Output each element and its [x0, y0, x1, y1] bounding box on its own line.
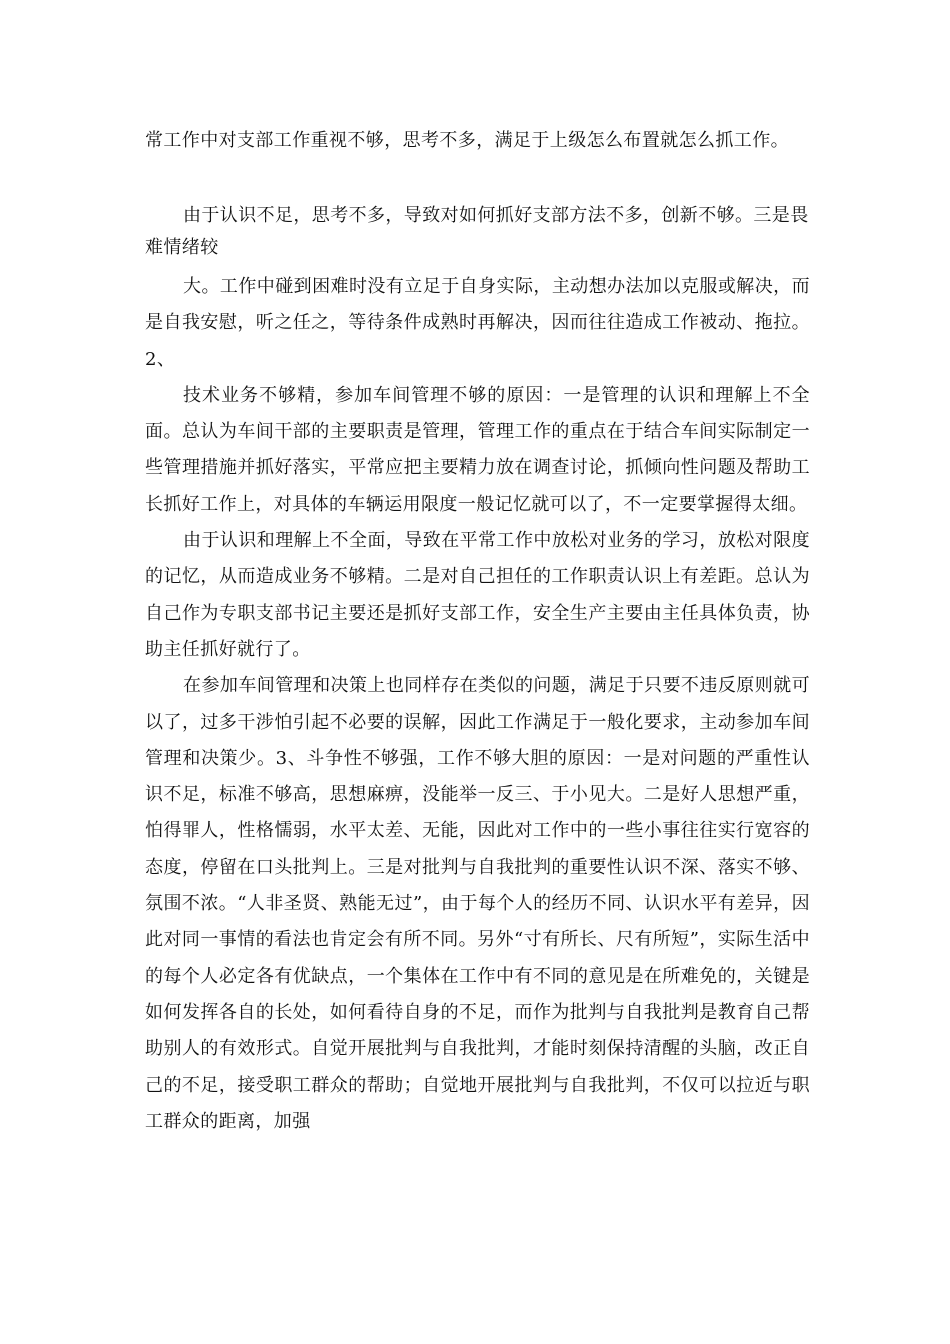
paragraph-continuation: 常工作中对支部工作重视不够，思考不多，满足于上级怎么布置就怎么抓工作。 — [145, 130, 789, 151]
paragraph-root-cause: 由于认识不足，思考不多，导致对如何抓好支部方法不多，创新不够。三是畏难情绪较 — [145, 205, 809, 258]
paragraph-difficulty: 大。工作中碰到困难时没有立足于自身实际，主动想办法加以克服或解决，而是自我安慰，听之任之，等待条件成熟时再解决，因而往往造成工作被动、拖拉。2、 — [145, 276, 810, 370]
paragraph-understanding: 由于认识和理解上不全面，导致在平常工作中放松对业务的学习，放松对限度的记忆，从而造成业务不够精。二是对自己担任的工作职责认识上有差距。总认为自己作为专职支部书记主要还是抓好支部工作，安全生产主要由主任具体负责，协助主任抓好就行了。 — [145, 530, 810, 660]
paragraph-management-decision: 在参加车间管理和决策上也同样存在类似的问题，满足于只要不违反原则就可以了，过多干涉怕引起不必要的误解，因此工作满足于一般化要求，主动参加车间管理和决策少。3、斗争性不够强，工作不够大胆的原因：一是对问题的严重性认识不足，标准不够高，思想麻痹，没能举一反三、于小见大。二是好人思想严重，怕得罪人，性格懦弱，水平太差、无能，因此对工作中的一些小事往往实行宽容的态度，停留在口头批判上。三是对批判与自我批判的重要性认识不深、落实不够、氛围不浓。“人非圣贤、熟能无过”，由于每个人的经历不同、认识水平有差异，因此对同一事情的看法也肯定会有所不同。另外“寸有所长、尺有所短”，实际生活中的每个人必定各有优缺点，一个集体在工作中有不同的意见是在所难免的，关键是如何发挥各自的长处，如何看待自身的不足，而作为批判与自我批判是教育自己帮助别人的有效形式。自觉开展批判与自我批判，才能时刻保持清醒的头脑，改正自己的不足，接受职工群众的帮助；自觉地开展批判与自我批判，不仅可以拉近与职工群众的距离，加强 — [145, 675, 810, 1132]
paragraph-technical-skills: 技术业务不够精，参加车间管理不够的原因：一是管理的认识和理解上不全面。总认为车间干部的主要职责是管理，管理工作的重点在于结合车间实际制定一些管理措施并抓好落实，平常应把主要精力放在调查讨论，抓倾向性问题及帮助工长抓好工作上，对具体的车辆运用限度一般记忆就可以了，不一定要掌握得太细。 — [145, 384, 810, 515]
body-text-block — [145, 269, 810, 1140]
